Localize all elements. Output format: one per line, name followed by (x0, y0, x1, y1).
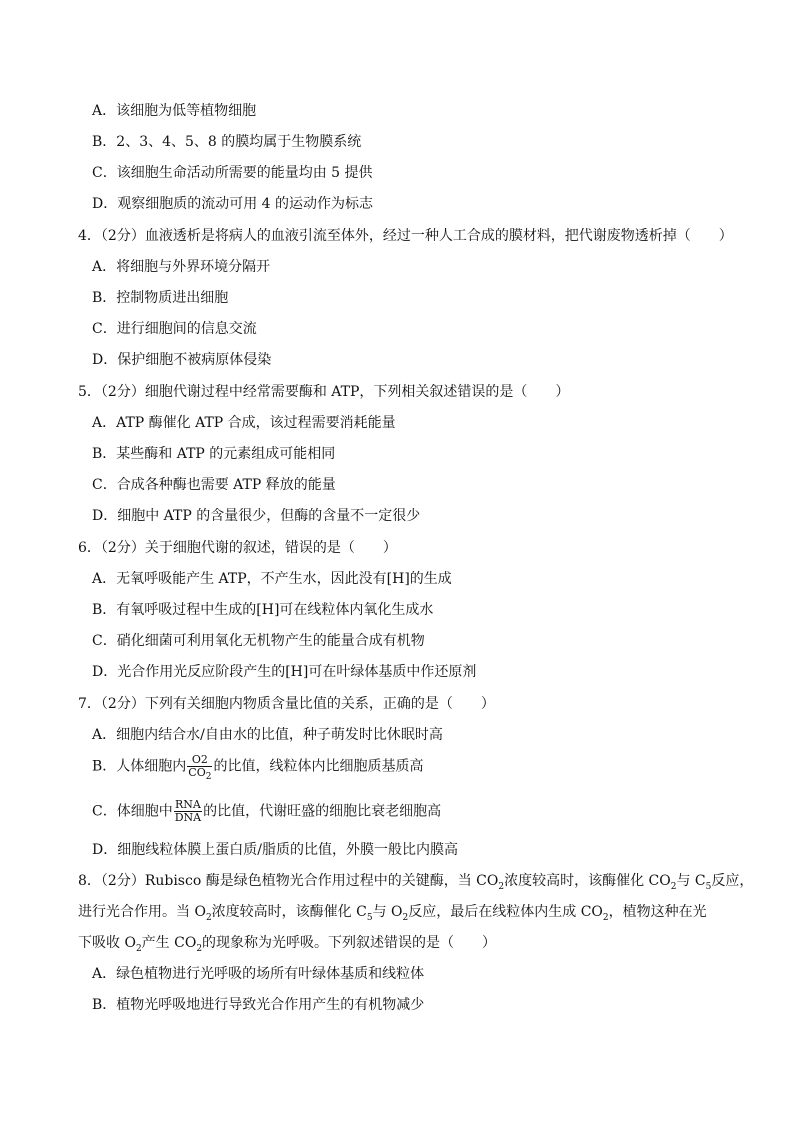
q7-stem: 7．（2分）下列有关细胞内物质含量比值的关系，正确的是（ ） (78, 696, 495, 712)
q5-option-d: D．细胞中 ATP 的含量很少，但酶的含量不一定很少 (92, 508, 421, 524)
q6-stem: 6．（2分）关于细胞代谢的叙述，错误的是（ ） (78, 540, 397, 556)
q8-option-a: A．绿色植物进行光呼吸的场所有叶绿体基质和线粒体 (92, 966, 425, 982)
q4-option-b: B．控制物质进出细胞 (92, 290, 229, 306)
q5-stem: 5．（2分）细胞代谢过程中经常需要酶和 ATP，下列相关叙述错误的是（ ） (78, 384, 570, 400)
q7-option-c-suffix: 的比值，代谢旺盛的细胞比衰老细胞高 (203, 803, 442, 820)
q5-option-b: B．某些酶和 ATP 的元素组成可能相同 (92, 446, 336, 462)
q7-option-b-suffix: 的比值，线粒体内比细胞质基质高 (213, 758, 424, 775)
q3-option-c: C．该细胞生命活动所需要的能量均由 5 提供 (92, 165, 373, 181)
q7-option-c (92, 799, 441, 824)
fraction-numerator: O2 (187, 754, 212, 767)
q8-stem-line-1: 8．（2分）Rubisco 酶是绿色植物光合作用过程中的关键酶，当 $CO_2$浓度较高时，该酶催化 $CO_2$与 $C_5$反应， (78, 873, 754, 892)
q5-option-c: C．合成各种酶也需要 ATP 释放的能量 (92, 477, 336, 493)
q7-option-a: A．细胞内结合水/自由水的比值，种子萌发时比休眠时高 (92, 727, 443, 743)
q5-option-a: A．ATP 酶催化 ATP 合成，该过程需要消耗能量 (92, 415, 396, 431)
q4-option-d: D．保护细胞不被病原体侵染 (92, 352, 272, 368)
q8-option-b: B．植物光呼吸地进行导致光合作用产生的有机物减少 (92, 997, 425, 1013)
q6-option-a: A．无氧呼吸能产生 ATP，不产生水，因此没有[H]的生成 (92, 571, 452, 587)
q6-option-c: C．硝化细菌可利用氧化无机物产生的能量合成有机物 (92, 633, 425, 649)
q7-option-b (92, 753, 424, 783)
q3-option-d: D．观察细胞质的流动可用 4 的运动作为标志 (92, 196, 374, 212)
o2-co2-fraction (187, 753, 212, 783)
q3-option-a: A．该细胞为低等植物细胞 (92, 103, 257, 119)
q4-option-c: C．进行细胞间的信息交流 (92, 321, 257, 337)
q4-stem: 4．（2分）血液透析是将病人的血液引流至体外，经过一种人工合成的膜材料，把代谢废物透析掉（ ） (78, 228, 733, 244)
fraction-denominator: $CO_2$ (188, 766, 212, 783)
fraction-denominator: DNA (174, 811, 202, 824)
q3-option-b: B．2、3、4、5、8 的膜均属于生物膜系统 (92, 134, 362, 150)
q7-option-b-prefix: B．人体细胞内 (92, 758, 187, 775)
fraction-numerator: RNA (174, 798, 201, 811)
q6-option-d: D．光合作用光反应阶段产生的[H]可在叶绿体基质中作还原剂 (92, 664, 477, 680)
q8-stem-line-2: 进行光合作用。当 $O_2$浓度较高时，该酶催化 $C_5$与 $O_2$反应，最后在线粒体内生成 $CO_2$，植物这种在光 (78, 904, 707, 923)
q7-option-d: D．细胞线粒体膜上蛋白质/脂质的比值，外膜一般比内膜高 (92, 842, 458, 858)
q6-option-b: B．有氧呼吸过程中生成的[H]可在线粒体内氧化生成水 (92, 602, 434, 618)
q4-option-a: A．将细胞与外界环境分隔开 (92, 259, 271, 275)
rna-dna-fraction (174, 799, 202, 824)
q7-option-c-prefix: C．体细胞中 (92, 803, 173, 820)
q8-stem-line-3: 下吸收 $O_2$产生 $CO_2$的现象称为光呼吸。下列叙述错误的是（ ） (78, 935, 497, 954)
